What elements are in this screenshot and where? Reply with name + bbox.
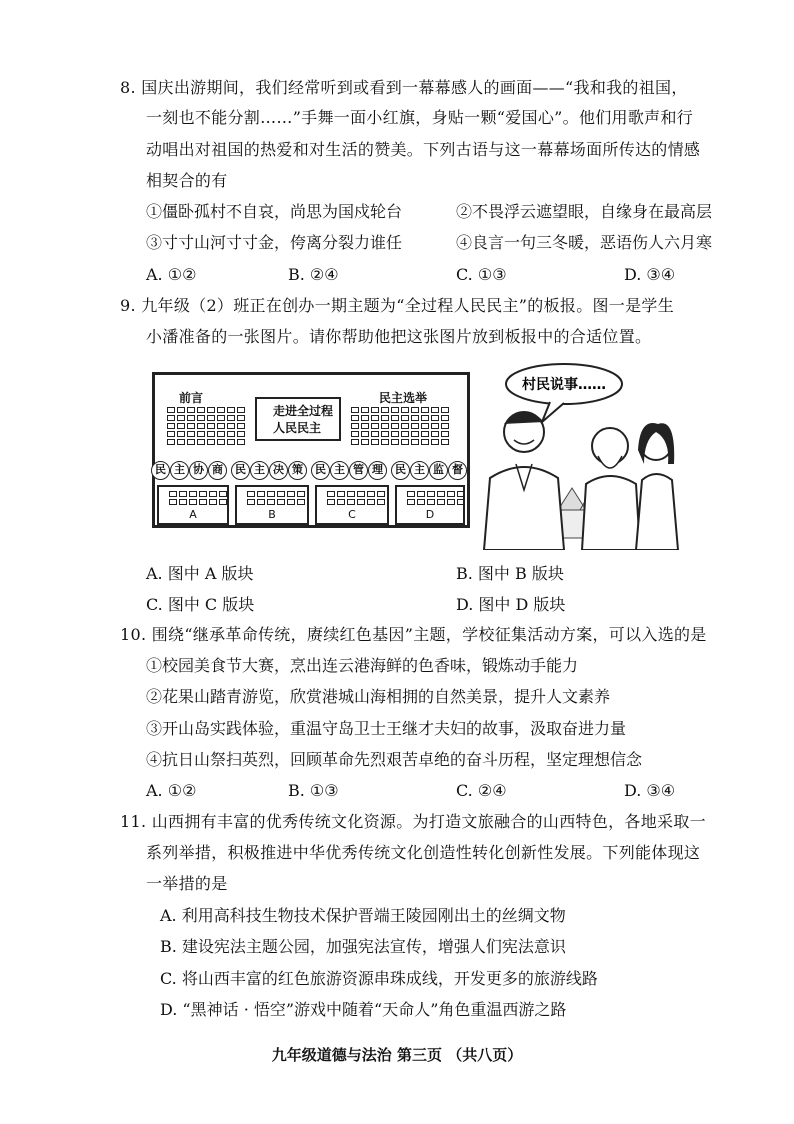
board-cell bbox=[209, 499, 217, 505]
board-cell bbox=[277, 491, 285, 497]
board-cell bbox=[441, 415, 449, 421]
board-cell bbox=[437, 499, 445, 505]
board-cell bbox=[411, 407, 419, 413]
board-cell bbox=[207, 415, 215, 421]
board-cell bbox=[237, 407, 245, 413]
board-cell bbox=[177, 439, 185, 445]
board-cell bbox=[401, 407, 409, 413]
board-circle-char: 民 bbox=[151, 461, 170, 480]
board-cell bbox=[237, 439, 245, 445]
board-cell bbox=[337, 499, 345, 505]
q11-line-1: 11. 山西拥有丰富的优秀传统文化资源。为打造文旅融合的山西特色，各地采取一 bbox=[120, 812, 706, 831]
board-circle-char: 主 bbox=[410, 461, 429, 480]
board-circle-char: 主 bbox=[250, 461, 269, 480]
board-grid-left bbox=[167, 407, 245, 445]
board-cell bbox=[197, 439, 205, 445]
board-panel-a bbox=[157, 485, 229, 525]
board-cell bbox=[431, 431, 439, 437]
board-cell bbox=[371, 439, 379, 445]
board-cell bbox=[391, 423, 399, 429]
board-cell bbox=[361, 415, 369, 421]
board-cell bbox=[367, 491, 375, 497]
board-cell bbox=[187, 423, 195, 429]
board-cell bbox=[441, 439, 449, 445]
page-footer: 九年级道德与法治 第三页 （共八页） bbox=[271, 1046, 523, 1064]
board-circle-char: 决 bbox=[269, 461, 288, 480]
board-cell bbox=[177, 415, 185, 421]
q8-line-3: 动唱出对祖国的热爱和对生活的赞美。下列古语与这一幕幕场面所传达的情感 bbox=[146, 140, 701, 159]
q10-item-2: ②花果山踏青游览，欣赏港城山海相拥的自然美景，提升人文素养 bbox=[146, 687, 611, 706]
board-cell bbox=[371, 431, 379, 437]
q11-line-3: 一举措的是 bbox=[146, 874, 228, 893]
board-cell bbox=[351, 407, 359, 413]
board-cell bbox=[431, 439, 439, 445]
board-cell bbox=[277, 499, 285, 505]
board-grid-right bbox=[351, 407, 449, 445]
elder-body bbox=[582, 476, 640, 550]
board-cell bbox=[421, 415, 429, 421]
board-cell bbox=[179, 499, 187, 505]
board-circle-char: 策 bbox=[288, 461, 307, 480]
q10-line-1: 10. 围绕“继承革命传统，赓续红色基因”主题，学校征集活动方案，可以入选的是 bbox=[120, 625, 707, 644]
board-cell bbox=[447, 499, 455, 505]
board-title-line-2: 人民民主 bbox=[273, 421, 322, 435]
board-cell bbox=[351, 431, 359, 437]
q11-choice-d: D. “黑神话 · 悟空”游戏中随着“天命人”角色重温西游之路 bbox=[160, 1000, 567, 1019]
q11-choice-b: B. 建设宪法主题公园，加强宪法宣传，增强人们宪法意识 bbox=[160, 937, 566, 956]
board-cell bbox=[187, 415, 195, 421]
q8-item-4: ④良言一句三冬暖，恶语伤人六月寒 bbox=[456, 233, 713, 252]
board-cell bbox=[257, 499, 265, 505]
board-cell bbox=[327, 499, 335, 505]
q8-line-1: 8. 国庆出游期间，我们经常听到或看到一幕幕感人的画面——“我和我的祖国， bbox=[120, 78, 688, 97]
board-panel-c bbox=[315, 485, 389, 525]
board-cell bbox=[189, 499, 197, 505]
board-cell bbox=[227, 415, 235, 421]
q8-choice-a: A. ①② bbox=[146, 265, 197, 284]
board-cell bbox=[431, 415, 439, 421]
board-cell bbox=[371, 415, 379, 421]
board-circle-char: 商 bbox=[208, 461, 227, 480]
board-cell bbox=[167, 439, 175, 445]
board-cell bbox=[361, 439, 369, 445]
q10-item-4: ④抗日山祭扫英烈，回顾革命先烈艰苦卓绝的奋斗历程，坚定理想信念 bbox=[146, 750, 643, 769]
board-cell bbox=[227, 423, 235, 429]
speech-bubble-text: 村民说事…… bbox=[522, 377, 606, 393]
q8-item-1: ①僵卧孤村不自哀，尚思为国戍轮台 bbox=[146, 202, 403, 221]
board-cell bbox=[417, 499, 425, 505]
board-circle-char: 主 bbox=[330, 461, 349, 480]
board-cell bbox=[411, 439, 419, 445]
board-cell bbox=[327, 491, 335, 497]
board-cell bbox=[347, 499, 355, 505]
board-cell bbox=[381, 423, 389, 429]
board-cell bbox=[427, 491, 435, 497]
board-cell bbox=[407, 499, 415, 505]
board-cell bbox=[381, 407, 389, 413]
board-circle-char: 协 bbox=[189, 461, 208, 480]
board-cell bbox=[457, 491, 465, 497]
board-cell bbox=[337, 491, 345, 497]
board-cell bbox=[189, 491, 197, 497]
board-panel-b-label: B bbox=[268, 508, 276, 521]
q9-choice-c: C. 图中 C 版块 bbox=[146, 595, 255, 614]
board-cell bbox=[427, 499, 435, 505]
q10-choice-a: A. ①② bbox=[146, 781, 197, 800]
board-cell bbox=[357, 499, 365, 505]
board-cell bbox=[377, 491, 385, 497]
q10-choice-d: D. ③④ bbox=[624, 781, 676, 800]
board-cell bbox=[169, 499, 177, 505]
board-title-line-1: 走进全过程 bbox=[273, 404, 334, 418]
q8-item-3: ③寸寸山河寸寸金，侉离分裂力谁任 bbox=[146, 233, 403, 252]
board-cell bbox=[361, 431, 369, 437]
blackboard-figure bbox=[152, 372, 470, 528]
board-cell bbox=[401, 439, 409, 445]
q8-choice-b: B. ②④ bbox=[288, 265, 339, 284]
board-cell bbox=[457, 499, 465, 505]
board-cell bbox=[421, 439, 429, 445]
board-cell bbox=[391, 439, 399, 445]
board-cell bbox=[207, 439, 215, 445]
q9-choice-d: D. 图中 D 版块 bbox=[456, 595, 566, 614]
board-preface-label: 前言 bbox=[179, 391, 204, 405]
board-cell bbox=[167, 423, 175, 429]
man-body bbox=[484, 467, 564, 550]
q9-choice-b: B. 图中 B 版块 bbox=[456, 564, 564, 583]
board-cell bbox=[217, 415, 225, 421]
board-cell bbox=[441, 431, 449, 437]
board-cell bbox=[197, 431, 205, 437]
board-cell bbox=[371, 423, 379, 429]
q10-choice-c: C. ②④ bbox=[456, 781, 507, 800]
board-cell bbox=[297, 491, 305, 497]
board-cell bbox=[347, 491, 355, 497]
board-cell bbox=[207, 423, 215, 429]
q10-item-3: ③开山岛实践体验，重温守岛卫士王继才夫妇的故事，汲取奋进力量 bbox=[146, 719, 627, 738]
q11-choice-a: A. 利用高科技生物技术保护晋端王陵园刚出土的丝绸文物 bbox=[160, 906, 566, 925]
board-cell bbox=[441, 407, 449, 413]
board-cell bbox=[177, 431, 185, 437]
board-cell bbox=[199, 491, 207, 497]
board-panel-d bbox=[395, 485, 465, 525]
board-cell bbox=[247, 491, 255, 497]
board-cell bbox=[267, 491, 275, 497]
q8-choice-d: D. ③④ bbox=[624, 265, 676, 284]
board-panel-c-label: C bbox=[348, 508, 356, 521]
board-cell bbox=[391, 431, 399, 437]
board-cell bbox=[381, 439, 389, 445]
board-cell bbox=[421, 407, 429, 413]
board-cell bbox=[219, 491, 227, 497]
q8-line-4: 相契合的有 bbox=[146, 171, 228, 190]
board-cell bbox=[167, 407, 175, 413]
board-cell bbox=[227, 431, 235, 437]
village-cartoon-illustration bbox=[472, 360, 694, 550]
board-cell bbox=[167, 431, 175, 437]
board-cell bbox=[351, 415, 359, 421]
board-cell bbox=[167, 415, 175, 421]
board-panel-a-label: A bbox=[189, 508, 197, 521]
board-cell bbox=[401, 431, 409, 437]
board-circle-char: 主 bbox=[170, 461, 189, 480]
board-cell bbox=[187, 439, 195, 445]
board-cell bbox=[417, 491, 425, 497]
board-circle-char: 管 bbox=[349, 461, 368, 480]
board-cell bbox=[209, 491, 217, 497]
board-cell bbox=[287, 491, 295, 497]
q11-choice-c: C. 将山西丰富的红色旅游资源串珠成线，开发更多的旅游线路 bbox=[160, 969, 598, 988]
board-cell bbox=[411, 415, 419, 421]
board-cell bbox=[411, 431, 419, 437]
board-cell bbox=[217, 439, 225, 445]
board-cell bbox=[227, 407, 235, 413]
board-cell bbox=[257, 491, 265, 497]
board-cell bbox=[267, 499, 275, 505]
board-cell bbox=[187, 407, 195, 413]
board-election-label: 民主选举 bbox=[379, 391, 428, 405]
board-cell bbox=[411, 423, 419, 429]
board-cell bbox=[407, 491, 415, 497]
board-cell bbox=[199, 499, 207, 505]
board-cell bbox=[177, 423, 185, 429]
board-circle-char: 民 bbox=[391, 461, 410, 480]
board-cell bbox=[361, 423, 369, 429]
q10-item-1: ①校园美食节大赛，烹出连云港海鲜的色香味，锻炼动手能力 bbox=[146, 656, 579, 675]
board-cell bbox=[297, 499, 305, 505]
board-cell bbox=[177, 407, 185, 413]
board-cell bbox=[197, 407, 205, 413]
q11-line-2: 系列举措，积极推进中华优秀传统文化创造性转化创新性发展。下列能体现这 bbox=[146, 843, 701, 862]
board-circle-char: 监 bbox=[429, 461, 448, 480]
board-cell bbox=[217, 423, 225, 429]
board-cell bbox=[247, 499, 255, 505]
board-cell bbox=[179, 491, 187, 497]
board-title-box bbox=[255, 397, 341, 441]
board-cell bbox=[237, 415, 245, 421]
board-circle-row bbox=[149, 461, 475, 483]
board-cell bbox=[237, 423, 245, 429]
board-cell bbox=[187, 431, 195, 437]
board-cell bbox=[401, 423, 409, 429]
q9-line-2: 小潘准备的一张图片。请你帮助他把这张图片放到板报中的合适位置。 bbox=[146, 327, 652, 346]
board-cell bbox=[351, 423, 359, 429]
board-cell bbox=[441, 423, 449, 429]
board-panel-b bbox=[235, 485, 309, 525]
board-cell bbox=[401, 415, 409, 421]
board-cell bbox=[207, 407, 215, 413]
board-cell bbox=[351, 439, 359, 445]
board-cell bbox=[391, 415, 399, 421]
board-cell bbox=[361, 407, 369, 413]
q10-choice-b: B. ①③ bbox=[288, 781, 339, 800]
board-cell bbox=[381, 431, 389, 437]
board-cell bbox=[421, 431, 429, 437]
q9-choice-a: A. 图中 A 版块 bbox=[146, 564, 254, 583]
board-cell bbox=[217, 431, 225, 437]
board-cell bbox=[207, 431, 215, 437]
board-circle-char: 民 bbox=[231, 461, 250, 480]
board-cell bbox=[237, 431, 245, 437]
board-cell bbox=[357, 491, 365, 497]
board-cell bbox=[197, 423, 205, 429]
board-cell bbox=[437, 491, 445, 497]
board-cell bbox=[391, 407, 399, 413]
board-cell bbox=[227, 439, 235, 445]
woman-body bbox=[636, 474, 678, 550]
q8-item-2: ②不畏浮云遮望眼，自缘身在最高层 bbox=[456, 202, 713, 221]
board-circle-char: 民 bbox=[311, 461, 330, 480]
board-cell bbox=[431, 407, 439, 413]
board-cell bbox=[219, 499, 227, 505]
board-cell bbox=[169, 491, 177, 497]
q9-line-1: 9. 九年级（2）班正在创办一期主题为“全过程人民民主”的板报。图一是学生 bbox=[120, 296, 674, 315]
board-cell bbox=[197, 415, 205, 421]
board-cell bbox=[371, 407, 379, 413]
q8-line-2: 一刻也不能分割……”手舞一面小红旗，身贴一颗“爱国心”。他们用歌声和行 bbox=[146, 108, 694, 127]
board-cell bbox=[217, 407, 225, 413]
board-cell bbox=[377, 499, 385, 505]
board-cell bbox=[447, 491, 455, 497]
board-cell bbox=[421, 423, 429, 429]
q8-choice-c: C. ①③ bbox=[456, 265, 507, 284]
board-cell bbox=[367, 499, 375, 505]
board-panel-d-label: D bbox=[425, 508, 435, 521]
board-cell bbox=[381, 415, 389, 421]
board-circle-char: 理 bbox=[368, 461, 387, 480]
board-cell bbox=[287, 499, 295, 505]
board-cell bbox=[431, 423, 439, 429]
board-circle-char: 督 bbox=[448, 461, 467, 480]
